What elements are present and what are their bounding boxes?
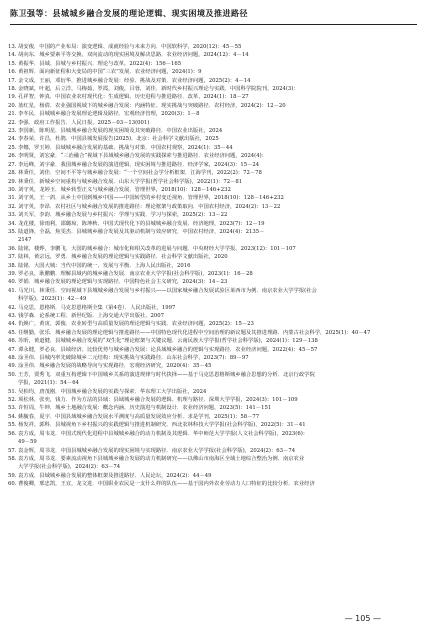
reference-entry: 43. 钱学森．论系统工程．新世纪版．上海交通大学出版社，2007 xyxy=(8,313,165,319)
reference-entry: 47. 谭永健，罗必良．县域经济、比较优势与城乡融合发展：论县域城乡融合的逻辑与实现路径．农业经济问题，2022(4)：45－57 xyxy=(8,346,318,353)
reference-entry: 2147 xyxy=(18,237,32,244)
reference-entry: 53. 许恒周，牛坤．城乡土地融合发展：概念内涵、历史演进与机制设计．农业经济问题，2023(5)：141－151 xyxy=(8,405,272,412)
reference-list xyxy=(8,43,418,489)
reference-entry: 46. 苏昕，黄道健．县城城乡融合发展的“双生化”理论框架与关键议题．云南民族大学学报(哲学社会科学版)，2024(1)：129－138 xyxy=(8,338,318,345)
reference-entry: 学报，2021(1)：54－64 xyxy=(18,380,79,387)
reference-entry: 49. 涂圣伟．城乡融合发展的战略导向与实现路径．宏观经济研究，2020(4)：35－45 xyxy=(8,363,212,370)
reference-entry: 30. 刘守英，龙婷玉．城乡转型正义与城乡融合发展．管理世界，2018(10)：128－146+232 xyxy=(8,186,231,193)
reference-entry: 31. 刘守英，王一鸽．从乡土中国到城乡中国——中国转型的乡村变迁视角．管理世界，2018(10)：128－146+232 xyxy=(8,195,284,202)
reference-entry: 科学版)，2023(1)：42－49 xyxy=(18,296,87,303)
page-number-text: — 105 — xyxy=(344,614,381,623)
reference-entry: 35. 陆道锋，全磊，焦雯杰．县城城乡融合发展及其驱动机制与效应研究．中国农村经济，2024(4)：2135－ xyxy=(8,228,265,235)
reference-entry: 48. 涂圣伟．县城内率先破除城乡二元结构：现实挑战与实践路径．山东社会科学，2023(7)：89－97 xyxy=(8,355,249,362)
reference-entry: 44. 仇焕广，黄寅，郭俊．农业转型与高质量发展的理论逻辑与实践．农业经济问题，2025(2)：15－23 xyxy=(8,321,254,328)
running-header: 陈卫强等：县城城乡融合发展的理论逻辑、现实困境及推进路径 xyxy=(10,9,248,18)
reference-entry: 57. 袁金辉，周书龙．中国县城城乡融合发展的现实困境与实现路径．南京农业大学学报(社会科学版)，2024(2)：63－74 xyxy=(8,447,296,454)
reference-entry: 18. 金晓斌，叶超，后立洋，马梅茹，罗霞，刘俊，吕蓉，刘佳．新时代乡村振兴理论与实践．中国科学院院刊，2024(3)： xyxy=(8,86,299,93)
reference-entry: 38. 陆铭．大国大城：当代中国的统一、发展与平衡．上海人民出版社，2016 xyxy=(8,262,191,269)
reference-entry: 28. 林秉任，刘佳．空间不平等与城乡融合发展：“一个空间社会学分析框架．江海学刊，2022(2)：72－78 xyxy=(8,170,262,177)
reference-entry: 55. 杨发祥，郭科．县城视角下乡村振兴的实践逻辑与推进机制研究．西北农林科技大学学报(社会科学版)，2022(5)：31－41 xyxy=(8,422,306,429)
reference-entry: 23. 李国新，陈明星．县城城乡融合发展的现实困境及其突破路径．中国农业出版社，2024 xyxy=(8,128,223,135)
reference-entry: 17. 金文成，王丽，邓衍华．推进城乡融合发展：经验、挑战及对策．农业经济问题，2025(2)：4－14 xyxy=(8,77,251,84)
reference-entry: 34. 龙花楼，徐雨利，邵璐琼，陈坤秋．中国式现代化下的县城城乡融合发展．经济地理，2023(7)：12－19 xyxy=(8,220,265,227)
reference-entry: 41. 马光川，林秉任．空间视域下县城城乡融合发展与乡村振兴——以国家城乡融合发展试验区莱西市为例．南京农业大学学报(社会 xyxy=(8,287,317,294)
reference-entry: 39. 罗必良，耿鹏鹏．理解县域内的城乡融合发展．南京农业大学学报(社会科学版)，2023(1)：16－28 xyxy=(8,270,253,277)
reference-entry: 56. 袁方成，周韦龙．中国式现代化进程中县城城乡融合的动力机制及其逻辑．华中师范大学学报(人文社会科学版)，2023(6)： xyxy=(8,430,309,437)
reference-entry: 33. 刘天军，李韵．城乡融合发展与乡村振兴：学理与实践．学习与探索，2025(2)：13－22 xyxy=(8,212,228,219)
reference-entry: 52. 项松林，张奕，钱力．作为方法的县域：县域城乡融合发展的逻辑、机理与路径．深圳大学学报，2024(3)：101－109 xyxy=(8,397,298,404)
reference-entry: 45. 任继勤，张乐．城乡融合发展的理论逻辑与推进路径——中国特色现代化进程中空间治理的新议题及其推进理路．内蒙古社会科学，2025(1)：40－47 xyxy=(8,329,371,336)
reference-entry: 13. 胡安俊．中国的产业布局：演变逻辑、成就经验与未来方向．中国软科学，2020(12)：45－55 xyxy=(8,44,242,50)
reference-entry: 16. 黄祖辉．面向新征程和大变局的中国“三农”发展．农业经济问题，2024(1)：9 xyxy=(8,69,202,76)
reference-entry: 24. 李春荣，许昌，杜鹃．中国县城发展报告(2025)．北京：社会科学文献出版社，2025 xyxy=(8,136,219,143)
reference-entry: 49－59 xyxy=(18,439,37,446)
reference-entry: 29. 林秉任．新城乡空间重构与城乡融合发展．山东大学学报(哲学社会科学版)，2022(1)：72－81 xyxy=(8,178,243,185)
header-divider xyxy=(10,24,417,25)
reference-entry: 26. 李明贤，刘宏豪．“三治融合”视域下县域城乡融合发展的实践探索与推进路径．农业经济问题，2024(4)： xyxy=(8,153,267,160)
reference-entry: 20. 蓝红星，杨倩．农业强国视域下的城乡融合发展：内涵特征、现实挑战与突破路径．农村经济，2024(2)：12－20 xyxy=(8,102,286,109)
reference-entry: 40. 罗娟．城乡融合发展的理论逻辑与实现路径．中国特色社会主义研究，2024(3)：14－23 xyxy=(8,279,228,286)
reference-entry: 15. 黄振华．县域、县城与乡村振兴．理论与改革，2022(4)：156－165 xyxy=(8,60,182,67)
reference-entry: 42. 马克思，恩格斯．马克思恩格斯全集（第4卷）．人民出版社，1997 xyxy=(8,304,176,311)
reference-entry: 60. 曹俊卿，邢忠凯，王宜，龙文进．中国职业农民是一支什么样的队伍——基于国内外农业劳动力人口特征的比较分析．农业经济 xyxy=(8,481,315,488)
reference-entry: 27. 李远峰，刘宇豪．我国城乡融合发展的演进逻辑、现实困境与推进路径．经济学家，2024(3)：15－24 xyxy=(8,161,260,168)
reference-entry: 50. 王芳，贾秀飞．双重互构逻辑下中国城乡关系的演进规律与时代抉择——基于马克思恩格斯城乡融合思想的分析．北京行政学院 xyxy=(8,371,315,378)
reference-entry: 19. 孔祥智，钟真．中国农业农村现代化：生成逻辑、历史进程与推进路径．改革，2024(1)：18－27 xyxy=(8,94,249,101)
reference-entry: 51. 吴柏均，唐茂刚．中国城乡融合发展的实践与探索．华东理工大学出版社，2024 xyxy=(8,388,207,395)
reference-entry: 32. 刘守英，李昂．农村社区与城乡融合发展的推进路径：理论框架与政策取向．中国农村经济，2024(2)：13－22 xyxy=(8,203,281,210)
reference-entry: 25. 李娜，罗玉婷．县域城乡融合发展的基础、挑战与对策．中国农村观察，2024(1)：35－44 xyxy=(8,144,233,151)
reference-entry: 大学学报(社会科学版)，2024(2)：63－74 xyxy=(18,464,121,471)
reference-entry: 37. 陆林，黄宗远，罗勇．城乡融合发展的理论逻辑与实践路径．社会科学文献出版社，2020 xyxy=(8,254,228,261)
reference-entry: 36. 陆铭，楼烨，李鹏飞．大国的城乡融合：城市化和相关改革的进展与问题．中央财经大学学报，2023(12)：101－107 xyxy=(8,245,296,252)
reference-entry: 22. 李强．政府工作报告．人民日报，2025－03－13(001) xyxy=(8,119,150,126)
reference-entry: 14. 胡向东．城乡要素平等交换、双向流动的现实困境及解决思路．农业经济问题，2024(12)：4－14 xyxy=(8,52,249,59)
reference-entry: 54. 姚毓春，夏宇．中国县域城乡融合发展水平测度与高质量发展效应分析．求是学刊，2025(1)：58－77 xyxy=(8,413,260,420)
reference-entry: 21. 李冬民．县城城乡融合发展理论逻辑及路径．宏观经济管理，2020(3)：1－8 xyxy=(8,111,200,118)
page-number xyxy=(0,614,427,623)
reference-entry: 58. 袁方成，周书龙．要素流动视角下县城城乡融合发展的动力机制研究——以佛山市南海区全域土地综合整治为例．南京农业 xyxy=(8,455,305,462)
reference-entry: 59. 袁方成．县域城乡融合发展的整体框架及推进路径．人民论坛，2024(2)：44－49 xyxy=(8,472,212,479)
